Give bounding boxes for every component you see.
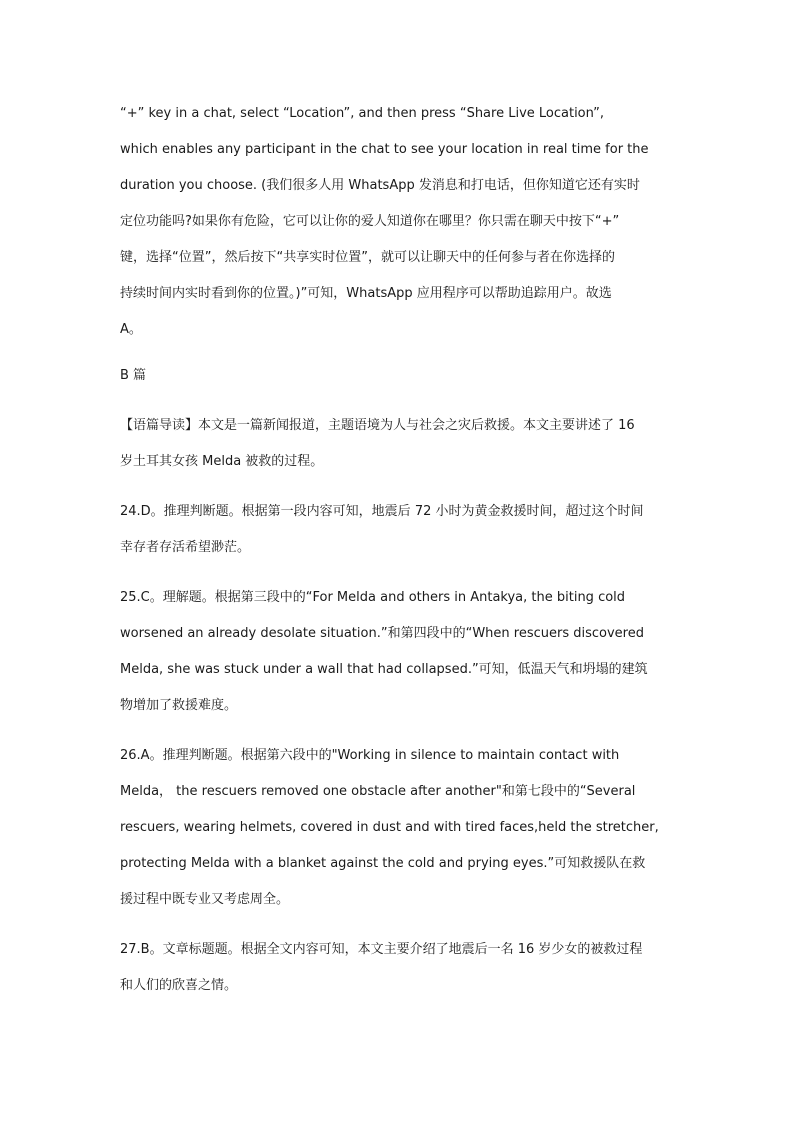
text-line: 26.A。推理判断题。根据第六段中的"Working in silence to maintain contact with bbox=[120, 748, 620, 763]
text-line: 物增加了救援难度。 bbox=[120, 698, 238, 713]
text-line: which enables any participant in the chat to see your location in real time for the bbox=[120, 142, 649, 157]
text-line: A。 bbox=[120, 322, 142, 337]
document-page bbox=[120, 96, 680, 1004]
text-line: protecting Melda with a blanket against the cold and prying eyes.”可知救援队在救 bbox=[120, 856, 646, 871]
text-line: rescuers, wearing helmets, covered in dust and with tired faces,held the stretcher, bbox=[120, 820, 659, 835]
section-heading-b bbox=[120, 358, 680, 394]
text-line: 持续时间内实时看到你的位置。)”可知，WhatsApp 应用程序可以帮助追踪用户。故选 bbox=[120, 286, 612, 301]
text-line: Melda, she was stuck under a wall that had collapsed.”可知，低温天气和坍塌的建筑 bbox=[120, 662, 648, 677]
text-line: 27.B。文章标题题。根据全文内容可知，本文主要介绍了地震后一名 16 岁少女的被救过程 bbox=[120, 942, 643, 957]
section-title: B 篇 bbox=[120, 368, 147, 383]
answer-25 bbox=[120, 580, 680, 724]
text-line: 25.C。理解题。根据第三段中的“For Melda and others in Antakya, the biting cold bbox=[120, 590, 626, 605]
text-line: 援过程中既专业又考虑周全。 bbox=[120, 892, 290, 907]
text-line: 岁土耳其女孩 Melda 被救的过程。 bbox=[120, 454, 324, 469]
text-line: 键，选择“位置”，然后按下“共享实时位置”，就可以让聊天中的任何参与者在你选择的 bbox=[120, 250, 615, 265]
text-line: 【语篇导读】本文是一篇新闻报道，主题语境为人与社会之灾后救援。本文主要讲述了 16 bbox=[120, 418, 635, 433]
text-line: Melda， the rescuers removed one obstacle after another"和第七段中的“Several bbox=[120, 784, 636, 799]
answer-27 bbox=[120, 932, 680, 1004]
text-line: 24.D。推理判断题。根据第一段内容可知，地震后 72 小时为黄金救援时间，超过这个时间 bbox=[120, 504, 644, 519]
answer-26 bbox=[120, 738, 680, 918]
text-line: duration you choose. (我们很多人用 WhatsApp 发消息和打电话，但你知道它还有实时 bbox=[120, 178, 640, 193]
answer-24 bbox=[120, 494, 680, 566]
paragraph-whatsapp-explanation bbox=[120, 96, 680, 348]
text-line: 幸存者存活希望渺茫。 bbox=[120, 540, 251, 555]
text-line: 定位功能吗?如果你有危险，它可以让你的爱人知道你在哪里？你只需在聊天中按下“+” bbox=[120, 214, 620, 229]
text-line: 和人们的欣喜之情。 bbox=[120, 978, 238, 993]
paragraph-reading-guide bbox=[120, 408, 680, 480]
text-line: worsened an already desolate situation.”和第四段中的“When rescuers discovered bbox=[120, 626, 644, 641]
text-line: “+” key in a chat, select “Location”, and then press “Share Live Location”, bbox=[120, 106, 605, 121]
